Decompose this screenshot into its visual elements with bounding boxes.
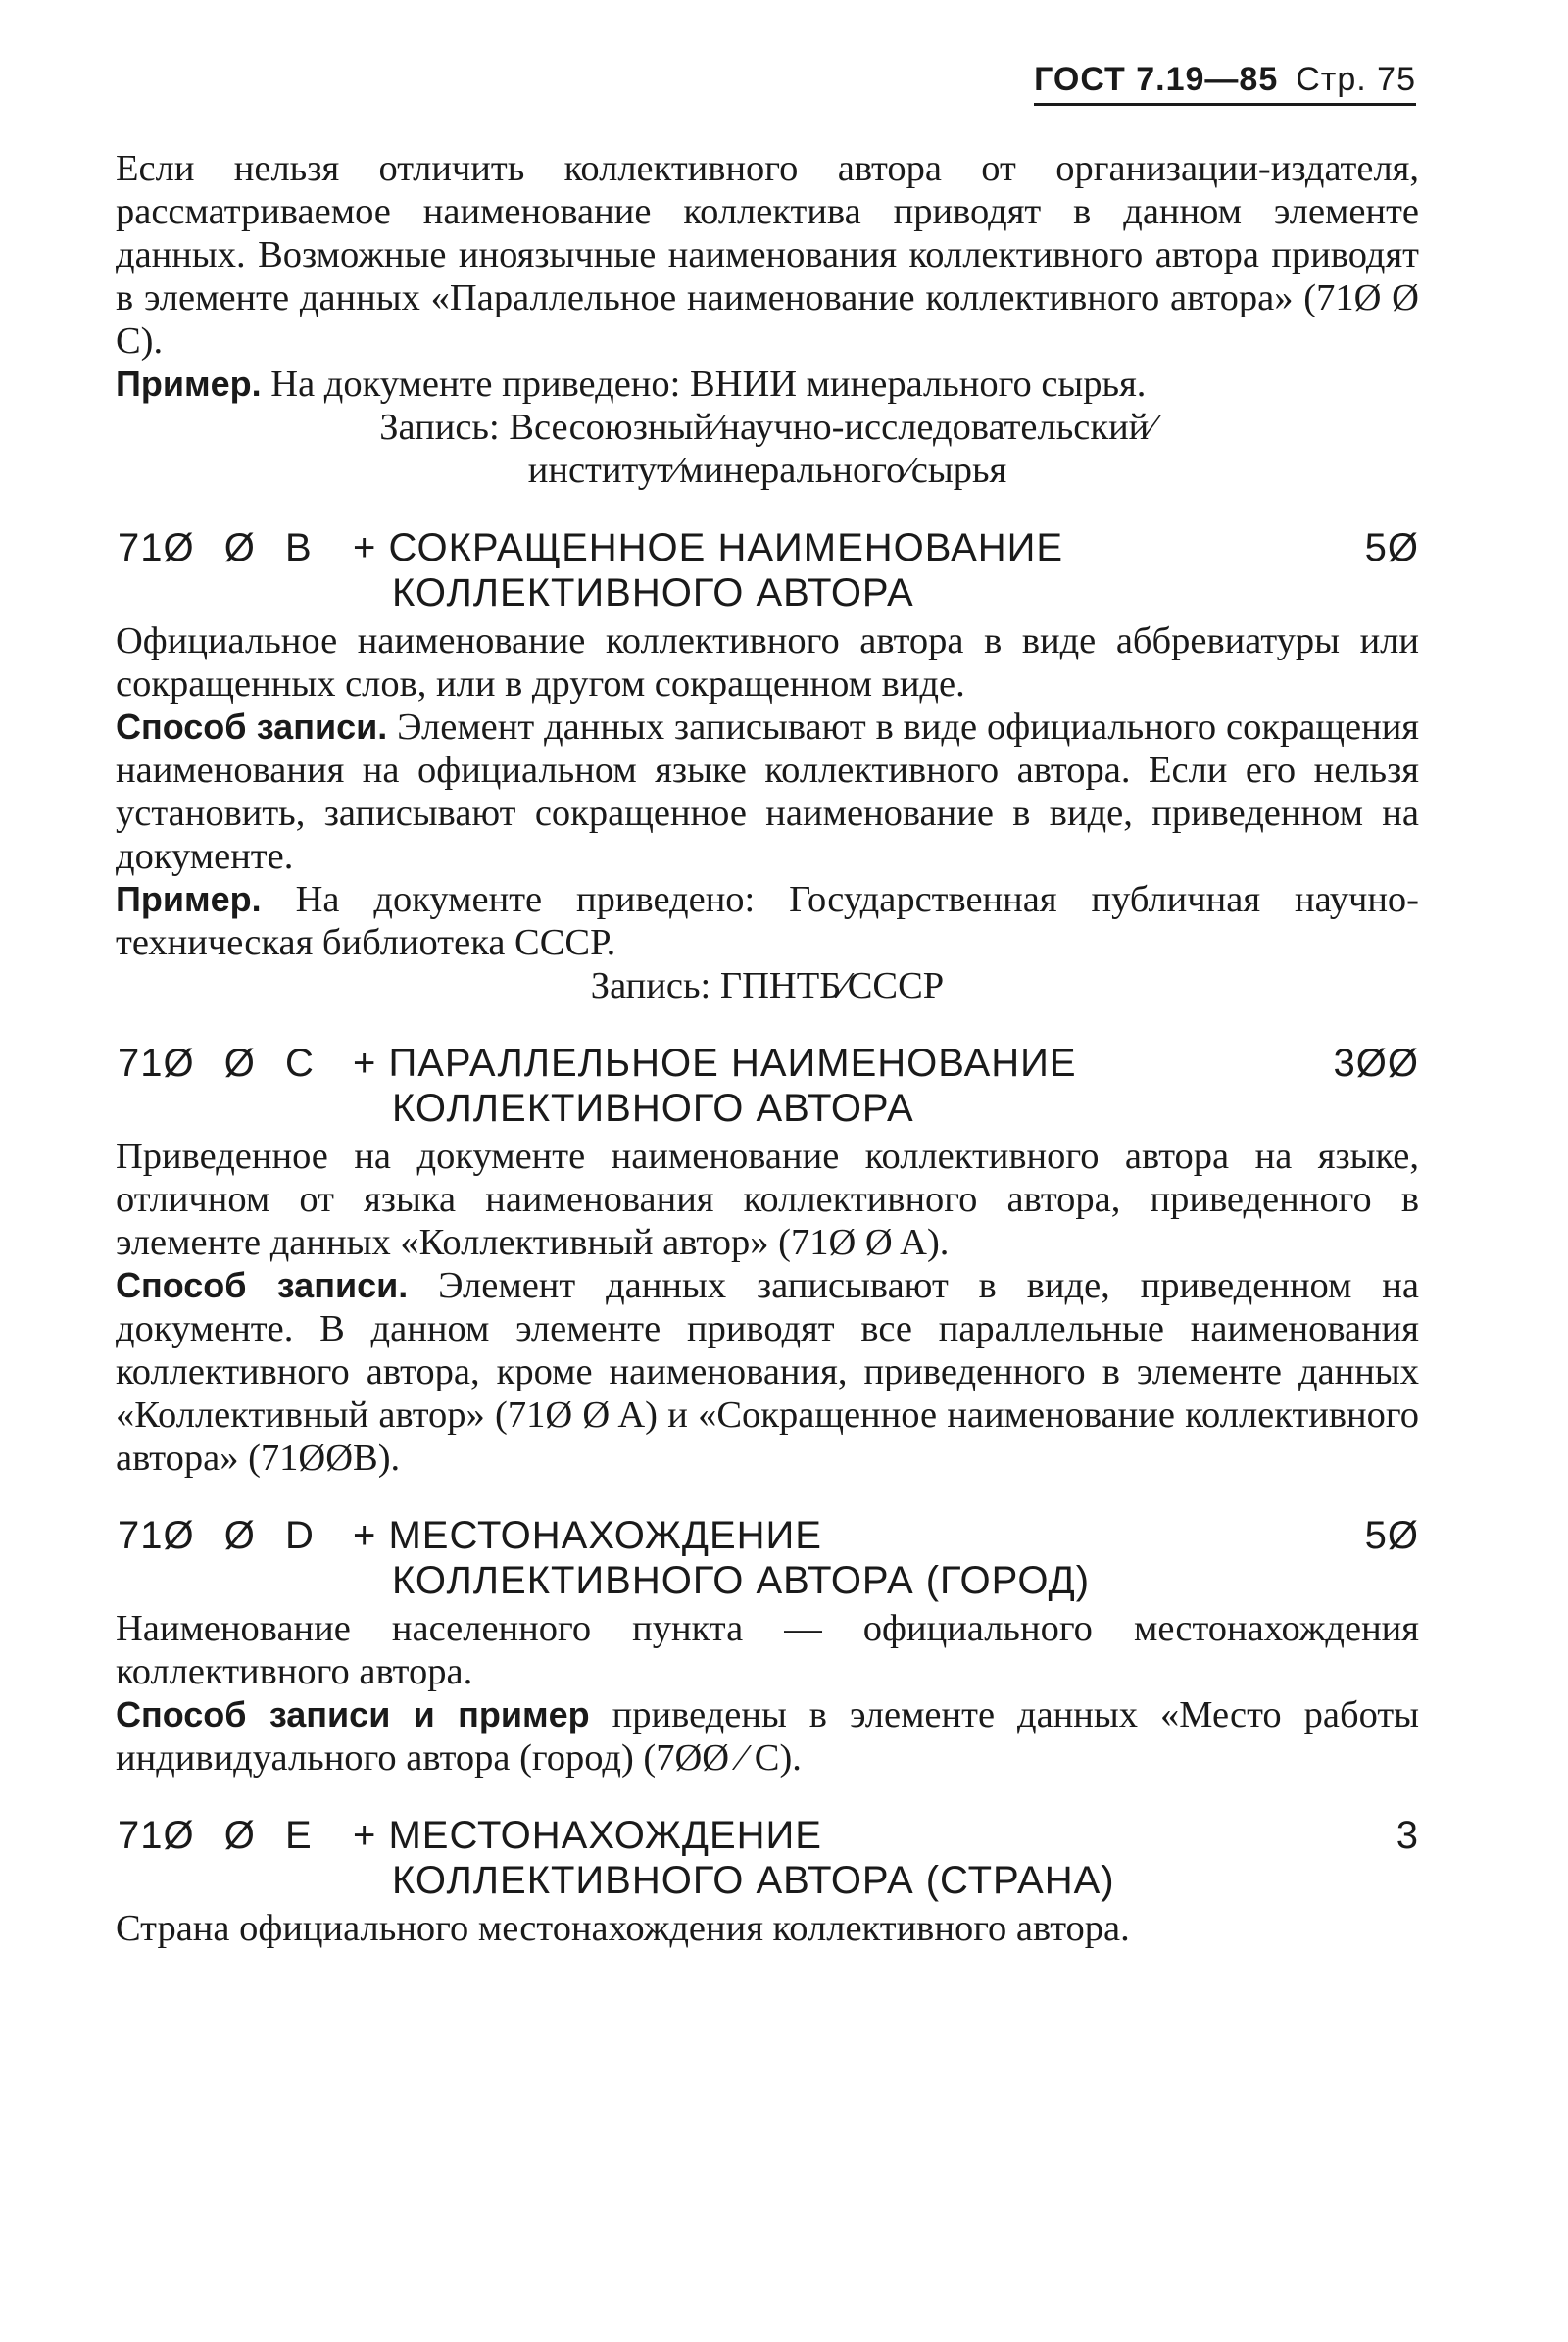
- field-code: 71Ø Ø E: [118, 1814, 313, 1857]
- example-label: Пример.: [116, 364, 262, 404]
- section-title-line: + МЕСТОНАХОЖДЕНИЕ: [353, 1814, 822, 1857]
- record-line: Запись: ГПНТБ⁄СССР: [590, 965, 945, 1006]
- method-text: Элемент данных записывают в виде официального сокращения наименования на официальном языке коллективного автора. Если его нельзя установить, записывают сокращенное наименование в виде, приведенном на документе.: [116, 707, 1420, 877]
- method-label: Способ записи.: [116, 1265, 409, 1305]
- field-length: 3ØØ: [1333, 1042, 1419, 1085]
- record-line: Запись: Всесоюзный⁄научно-исследовательский⁄: [379, 407, 1155, 448]
- method-label: Способ записи.: [116, 707, 388, 747]
- section-heading: [116, 1041, 1419, 1131]
- method-text: приведены в элементе данных «Место работы индивидуального автора (город) (7ØØ ⁄ C).: [116, 1694, 1420, 1779]
- running-header: [1034, 61, 1416, 106]
- standard-number: ГОСТ 7.19—85: [1034, 61, 1279, 98]
- section-title-line: + МЕСТОНАХОЖДЕНИЕ: [353, 1514, 822, 1557]
- field-length: 5Ø: [1364, 1514, 1419, 1557]
- definition-paragraph: Официальное наименование коллективного автора в виде аббревиатуры или сокращенных слов, или в другом сокращенном виде.: [116, 620, 1419, 705]
- example-text: На документе приведено: ВНИИ минерального сырья.: [270, 364, 1147, 405]
- field-code: 71Ø Ø D: [118, 1514, 315, 1557]
- field-code: 71Ø Ø C: [118, 1042, 315, 1085]
- intro-paragraph: Если нельзя отличить коллективного автора от организации-издателя, рассматриваемое наименование коллектива приводят в данном элементе данных. Возможные иноязычные наименования коллективного автора приводят в элементе данных «Параллельное наименование коллективного автора» (71Ø Ø C).: [116, 148, 1419, 362]
- example-text: На документе приведено: Государственная публичная научно-техническая библиотека СССР.: [116, 879, 1419, 963]
- method-paragraph: [116, 1264, 1419, 1480]
- field-length: 5Ø: [1364, 526, 1419, 569]
- field-length: 3: [1396, 1814, 1419, 1857]
- example-paragraph: [116, 878, 1419, 964]
- intro-example: [116, 363, 1419, 406]
- section-title: [353, 1041, 1331, 1131]
- section-title-line: КОЛЛЕКТИВНОГО АВТОРА (ГОРОД): [392, 1559, 1091, 1602]
- section-heading: [116, 1513, 1419, 1603]
- method-text: Элемент данных записывают в виде, приведенном на документе. В данном элементе приводят все параллельные наименования коллективного автора, кроме наименования, приведенного в элементе данных «Коллективный автор» (71Ø Ø A) и «Сокращенное наименование коллективного автора» (71ØØB).: [116, 1265, 1419, 1479]
- page-number: Стр. 75: [1296, 61, 1416, 98]
- section-heading: [116, 1813, 1419, 1903]
- section-title-line: КОЛЛЕКТИВНОГО АВТОРА: [392, 571, 914, 614]
- method-paragraph: [116, 1693, 1419, 1780]
- section-title-line: КОЛЛЕКТИВНОГО АВТОРА: [392, 1087, 914, 1130]
- section-title-line: КОЛЛЕКТИВНОГО АВТОРА (СТРАНА): [392, 1859, 1115, 1902]
- method-paragraph: [116, 706, 1419, 878]
- page-body: [116, 147, 1419, 1950]
- definition-paragraph: Приведенное на документе наименование коллективного автора на языке, отличном от языка наименования коллективного автора, приведенного в элементе данных «Коллективный автор» (71Ø Ø A).: [116, 1136, 1419, 1263]
- section-heading: [116, 525, 1419, 615]
- record-line: институт⁄минерального⁄сырья: [527, 450, 1007, 491]
- section-title-line: + ПАРАЛЛЕЛЬНОЕ НАИМЕНОВАНИЕ: [353, 1042, 1077, 1085]
- field-code: 71Ø Ø B: [118, 526, 313, 569]
- example-label: Пример.: [116, 879, 262, 919]
- method-label: Способ записи и пример: [116, 1694, 590, 1734]
- section-title-line: + СОКРАЩЕННОЕ НАИМЕНОВАНИЕ: [353, 526, 1064, 569]
- section-title: [353, 1813, 1331, 1903]
- section-title: [353, 1513, 1331, 1603]
- definition-paragraph: Страна официального местонахождения коллективного автора.: [116, 1908, 1130, 1949]
- section-title: [353, 525, 1331, 615]
- definition-paragraph: Наименование населенного пункта — официального местонахождения коллективного автора.: [116, 1608, 1419, 1692]
